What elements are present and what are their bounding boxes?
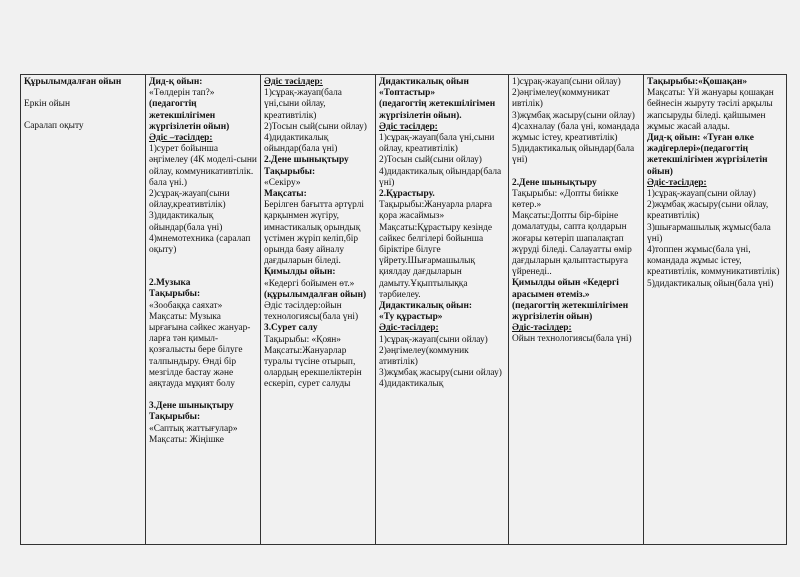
thursday-cell (509, 75, 644, 545)
structured-game-label: Құрылымдалған ойын (24, 77, 122, 87)
text-line: Тақырыбы:Жануарла рларға қора жасаймыз» (379, 200, 493, 222)
text-line: 1)сұрақ-жауап(бала үні,сыни ойлау, креативтілік) (379, 133, 495, 155)
text-line: «Топтастыр» (379, 88, 436, 99)
text-line: Әдіс-тәсілдер: (647, 177, 707, 188)
text-line: 3.Сурет салу (264, 323, 318, 334)
text-line: 4)дидактикалық (379, 379, 444, 390)
text-line: (педагогтің жетекшілігімен жүргізілетін ойын) (149, 99, 230, 132)
text-line: Дид-қ ойын: (149, 77, 203, 87)
text-line: Әдіс-тәсілдер: (379, 323, 439, 334)
text-line: 2)сұрақ-жауап(сыни ойлау,креативтілік) (149, 189, 230, 211)
text-line: (педагогтің жетекшілігімен жүргізілетін ойын). (379, 99, 496, 121)
text-line: Мақсаты: Жіңішке (149, 434, 224, 445)
text-line: үйрету.Шығармашылық (379, 256, 476, 267)
text-line: Тақырыбы: «Қоян» (264, 334, 341, 345)
text-line: 4)дидактикалық ойындар(бала үні) (379, 166, 502, 188)
text-line: (құрылымдалған ойын) (264, 289, 367, 300)
text-line: 2)жұмбақ жасыру(сыни ойлау, креативтілік) (647, 200, 769, 222)
monday-cell (146, 75, 261, 545)
text-line: 2.Дене шынықтыру (512, 177, 597, 188)
text-line: Мақсаты:Допты бір-біріне домалатуды, сапта қолдарын жоғары көтеріп шапалақтап жүруді біледі. Салауатты өмір дағдыларын қалыптастыруға үйренеді.. (512, 211, 632, 278)
text-line: Берілген бағытта әртүрлі қарқынмен жүгіру, имнастикалық орындық үстімен жүріп келіп,бір орында баяу айналу дағдыларын біледі. (264, 200, 365, 267)
text-line: «Төлдерін тап?» (149, 88, 215, 99)
text-line: Дидактикалық ойын (379, 77, 469, 87)
text-line: Әдіс тәсілдер: (379, 121, 438, 132)
text-line: 2.Дене шынықтыру (264, 155, 349, 166)
text-line: 2)Тосын сый(сыни ойлау) (379, 155, 482, 166)
lesson-plan-table (20, 74, 787, 545)
text-line: 2.Құрастыру. (379, 189, 435, 200)
text-line: Тақырыбы: (149, 289, 201, 300)
text-line: 2)әңгімелеу(коммуникат ивтілік) (512, 88, 610, 110)
text-line: «Кедергі бойымен өт.» (264, 278, 355, 289)
text-line: 2.Музыка (149, 278, 191, 289)
text-line: Дид-қ ойын: «Туған өлке жәдігерлері»(педагогтің жетекшілігімен жүргізілетін ойын) (647, 133, 768, 177)
differentiated-learning-label: Саралап оқыту (24, 121, 84, 132)
text-line: Әдіс тәсілдер:ойын технологиясы(бала үні) (264, 301, 359, 323)
wednesday-cell (376, 75, 509, 545)
text-line: Мақсаты: (264, 189, 307, 200)
text-line: қиялдау дағдыларын дамыту.Ұқыптылыққа тәрбиелеу. (379, 267, 468, 300)
text-line: 5)дидактикалық ойын(бала үні) (647, 278, 774, 289)
text-line: 3)жұмбақ жасыру(сыни ойлау) (379, 368, 502, 379)
text-line: 4)дидактикалық ойындар(бала үні) (264, 133, 338, 155)
text-line: Тақырыбы:«Қошақан» (647, 77, 748, 87)
text-line: Тақырыбы: «Допты биікке көтер.» (512, 188, 619, 211)
activity-type-cell (21, 75, 146, 545)
text-line: Тақырыбы: (149, 412, 201, 423)
text-line: 3)жұмбақ жасыру(сыни ойлау) (512, 110, 635, 121)
friday-cell (644, 75, 787, 545)
text-line: (педагогтің жетекшілігімен жүргізілетін ойын) (512, 300, 629, 323)
text-line: 1)сұрақ-жауап(сыни ойлау) (512, 77, 621, 87)
text-line: Тақырыбы: (264, 166, 316, 177)
text-line: 4)мнемотехника (саралап оқыту) (149, 233, 251, 256)
text-line: 2)Тосын сый(сыни ойлау) (264, 121, 367, 132)
text-line: 4)топпен жұмыс(бала үні, командада жұмыс істеу, креативтілік, коммуникативтілік) (647, 245, 780, 278)
tuesday-cell (261, 75, 376, 545)
text-line: Қимылды ойын «Кедергі арасымен өтеміз.» (512, 278, 619, 300)
text-line: 1)сурет бойынша әңгімелеу (4К моделі-сыни ойлау, коммуникативтілік. бала үні.) (149, 144, 257, 188)
text-line: 5)дидактикалық ойындар(бала үні) (512, 144, 635, 166)
text-line: 3)шығармашылық жұмыс(бала үні) (647, 222, 771, 244)
text-line: Мақсаты:Құрастыру кезінде сәйкес белгілері бойынша біріктіре білуге (379, 222, 493, 256)
text-line: Ойын технологиясы(бала үні) (512, 334, 632, 345)
text-line: Мақсаты: Үй жануары қошақан бейнесін жыруту тәсілі арқылы жапсыруды біледі. қайшымен жұмыс жасай алады. (647, 88, 774, 132)
text-line: «Саптық жаттығулар» (149, 423, 238, 434)
text-line: 1)сұрақ-жауап(сыни ойлау) (647, 189, 756, 200)
table-row (21, 75, 787, 545)
text-line: олардың ерекшеліктерін ескеріп, сурет салуды (264, 368, 362, 390)
text-line: «Секіру» (264, 177, 301, 188)
text-line: «Зообаққа саяхат» (149, 300, 223, 311)
text-line: Әдіс –тәсілдер: (149, 133, 213, 144)
text-line: 1)сұрақ-жауап(бала үні,сыни ойлау, креативтілік) (264, 88, 342, 121)
text-line: 4)сахналау (бала үні, командада жұмыс істеу, креативтілік) (512, 121, 640, 144)
text-line: 3.Дене шынықтыру (149, 401, 234, 412)
text-line: 1)сұрақ-жауап(сыни ойлау) (379, 334, 488, 345)
text-line: «Ту құрастыр» (379, 312, 443, 323)
text-line: Дидактикалық ойын: (379, 301, 472, 312)
text-line: Мақсаты: Музыка ырғағына сәйкес жануар-ларға тән қимыл-қозғалысты бере білуге талпындыру. Өнді бір мезгілде бастау және аяқтауда мұқият болу (149, 311, 251, 390)
text-line: Мақсаты:Жануарлар туралы түсіне отырып, (264, 345, 356, 368)
text-line: 2)әңгімелеу(коммуник ативтілік) (379, 345, 469, 368)
text-line: Әдіс-тәсілдер: (512, 323, 572, 334)
text-line: Қимылды ойын: (264, 267, 336, 278)
text-line: 3)дидактикалық ойындар(бала үні) (149, 211, 223, 233)
text-line: Әдіс тәсілдер: (264, 77, 323, 87)
free-game-label: Еркін ойын (24, 99, 70, 110)
